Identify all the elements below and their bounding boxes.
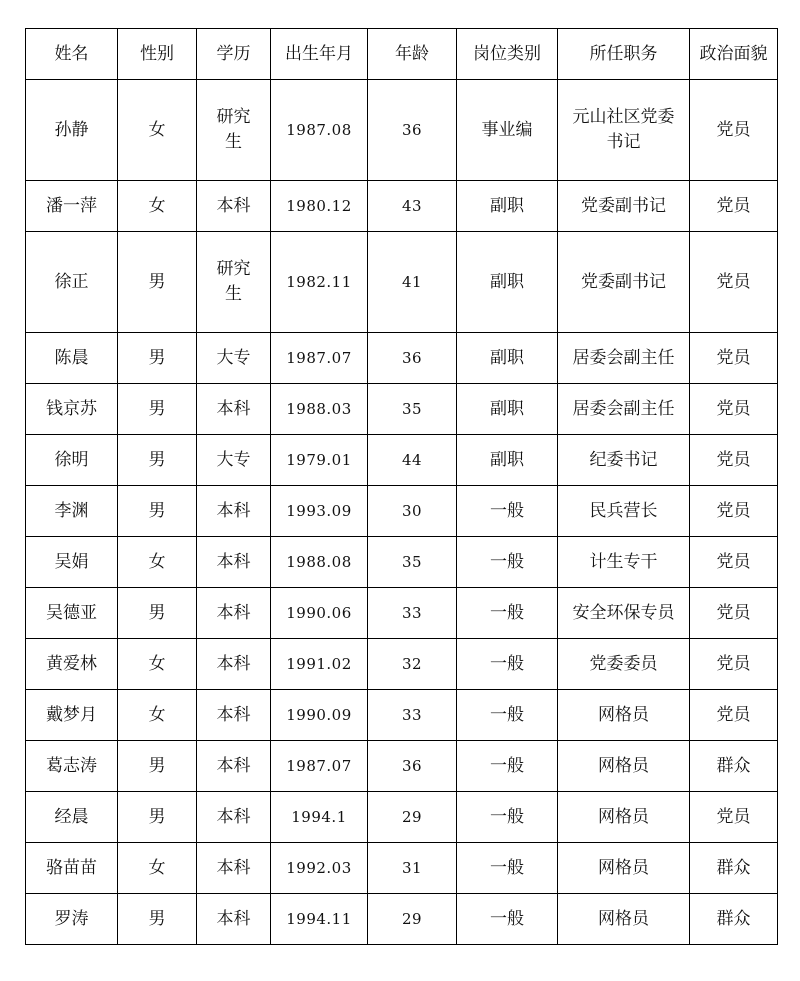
cell-education: 大专 [197,333,271,384]
cell-position: 网格员 [558,894,690,945]
cell-education: 本科 [197,537,271,588]
cell-position: 网格员 [558,792,690,843]
cell-education: 本科 [197,843,271,894]
cell-gender: 男 [118,333,197,384]
cell-name: 葛志涛 [26,741,118,792]
cell-gender: 男 [118,435,197,486]
cell-gender: 男 [118,792,197,843]
cell-birth: 1993.09 [271,486,368,537]
cell-position: 网格员 [558,843,690,894]
cell-category: 一般 [457,792,558,843]
cell-category: 一般 [457,894,558,945]
cell-gender: 女 [118,843,197,894]
cell-category: 一般 [457,639,558,690]
cell-education [197,80,271,181]
table-row [26,639,778,690]
cell-category: 一般 [457,588,558,639]
cell-political: 党员 [690,80,778,181]
cell-name: 吴娟 [26,537,118,588]
cell-political: 党员 [690,384,778,435]
cell-age: 36 [368,80,457,181]
cell-category: 副职 [457,435,558,486]
cell-political: 党员 [690,333,778,384]
header-gender: 性别 [118,29,197,80]
cell-education: 本科 [197,588,271,639]
cell-age: 36 [368,741,457,792]
header-education: 学历 [197,29,271,80]
cell-education: 本科 [197,690,271,741]
header-category: 岗位类别 [457,29,558,80]
cell-gender: 男 [118,588,197,639]
table-row [26,537,778,588]
cell-birth: 1987.08 [271,80,368,181]
cell-birth: 1994.1 [271,792,368,843]
cell-education: 本科 [197,486,271,537]
cell-education-text: 研究生 [216,107,251,152]
table-row [26,588,778,639]
cell-gender: 女 [118,181,197,232]
cell-name: 罗涛 [26,894,118,945]
cell-gender: 男 [118,894,197,945]
cell-category: 一般 [457,690,558,741]
cell-birth: 1990.06 [271,588,368,639]
cell-education: 本科 [197,384,271,435]
table-row [26,384,778,435]
cell-position: 纪委书记 [558,435,690,486]
cell-education: 本科 [197,639,271,690]
cell-education: 大专 [197,435,271,486]
cell-name: 陈晨 [26,333,118,384]
cell-education: 本科 [197,741,271,792]
cell-category: 一般 [457,486,558,537]
cell-political: 党员 [690,181,778,232]
cell-gender: 男 [118,384,197,435]
cell-political: 党员 [690,639,778,690]
cell-category: 事业编 [457,80,558,181]
cell-political: 党员 [690,537,778,588]
table-row [26,80,778,181]
table-row [26,435,778,486]
cell-gender: 女 [118,537,197,588]
header-row [26,29,778,80]
cell-education: 本科 [197,181,271,232]
cell-position: 安全环保专员 [558,588,690,639]
table-row [26,486,778,537]
cell-education-text: 研究生 [216,259,251,304]
cell-birth: 1988.03 [271,384,368,435]
cell-education [197,232,271,333]
cell-name: 潘一萍 [26,181,118,232]
cell-position: 网格员 [558,741,690,792]
table-row [26,741,778,792]
cell-age: 33 [368,588,457,639]
header-name: 姓名 [26,29,118,80]
cell-education: 本科 [197,792,271,843]
cell-political: 党员 [690,588,778,639]
cell-age: 30 [368,486,457,537]
cell-age: 44 [368,435,457,486]
cell-name: 吴德亚 [26,588,118,639]
cell-position: 党委副书记 [558,232,690,333]
header-political: 政治面貌 [690,29,778,80]
cell-age: 43 [368,181,457,232]
cell-gender: 女 [118,80,197,181]
cell-category: 副职 [457,181,558,232]
cell-birth: 1991.02 [271,639,368,690]
cell-birth: 1992.03 [271,843,368,894]
cell-birth: 1982.11 [271,232,368,333]
table-row [26,792,778,843]
cell-age: 31 [368,843,457,894]
cell-birth: 1994.11 [271,894,368,945]
header-birth: 出生年月 [271,29,368,80]
table-row [26,690,778,741]
cell-age: 32 [368,639,457,690]
cell-category: 副职 [457,232,558,333]
cell-position: 党委委员 [558,639,690,690]
cell-political: 党员 [690,435,778,486]
cell-age: 29 [368,894,457,945]
table-row [26,333,778,384]
cell-position: 居委会副主任 [558,384,690,435]
cell-gender: 女 [118,639,197,690]
cell-birth: 1980.12 [271,181,368,232]
cell-political: 群众 [690,843,778,894]
cell-name: 钱京苏 [26,384,118,435]
cell-political: 党员 [690,690,778,741]
cell-position-text: 元山社区党委书记 [572,107,675,152]
cell-age: 35 [368,537,457,588]
table-row [26,894,778,945]
cell-gender: 男 [118,741,197,792]
cell-age: 29 [368,792,457,843]
cell-name: 孙静 [26,80,118,181]
cell-age: 33 [368,690,457,741]
table-row [26,843,778,894]
cell-birth: 1988.08 [271,537,368,588]
cell-age: 35 [368,384,457,435]
staff-table [25,28,778,945]
cell-political: 群众 [690,894,778,945]
cell-category: 副职 [457,384,558,435]
cell-category: 一般 [457,537,558,588]
cell-position: 居委会副主任 [558,333,690,384]
table-row [26,181,778,232]
cell-category: 一般 [457,741,558,792]
header-position: 所任职务 [558,29,690,80]
cell-gender: 男 [118,486,197,537]
cell-education: 本科 [197,894,271,945]
cell-position: 民兵营长 [558,486,690,537]
cell-position [558,80,690,181]
cell-age: 41 [368,232,457,333]
cell-name: 徐明 [26,435,118,486]
cell-birth: 1987.07 [271,741,368,792]
cell-gender: 女 [118,690,197,741]
cell-position: 党委副书记 [558,181,690,232]
cell-name: 骆苗苗 [26,843,118,894]
cell-political: 群众 [690,741,778,792]
cell-name: 徐正 [26,232,118,333]
cell-political: 党员 [690,232,778,333]
cell-name: 戴梦月 [26,690,118,741]
cell-name: 李渊 [26,486,118,537]
cell-birth: 1990.09 [271,690,368,741]
cell-political: 党员 [690,792,778,843]
cell-gender: 男 [118,232,197,333]
cell-position: 网格员 [558,690,690,741]
cell-name: 经晨 [26,792,118,843]
cell-birth: 1987.07 [271,333,368,384]
cell-birth: 1979.01 [271,435,368,486]
cell-category: 一般 [457,843,558,894]
header-age: 年龄 [368,29,457,80]
cell-position: 计生专干 [558,537,690,588]
cell-name: 黄爱林 [26,639,118,690]
table-row [26,232,778,333]
cell-political: 党员 [690,486,778,537]
cell-category: 副职 [457,333,558,384]
cell-age: 36 [368,333,457,384]
